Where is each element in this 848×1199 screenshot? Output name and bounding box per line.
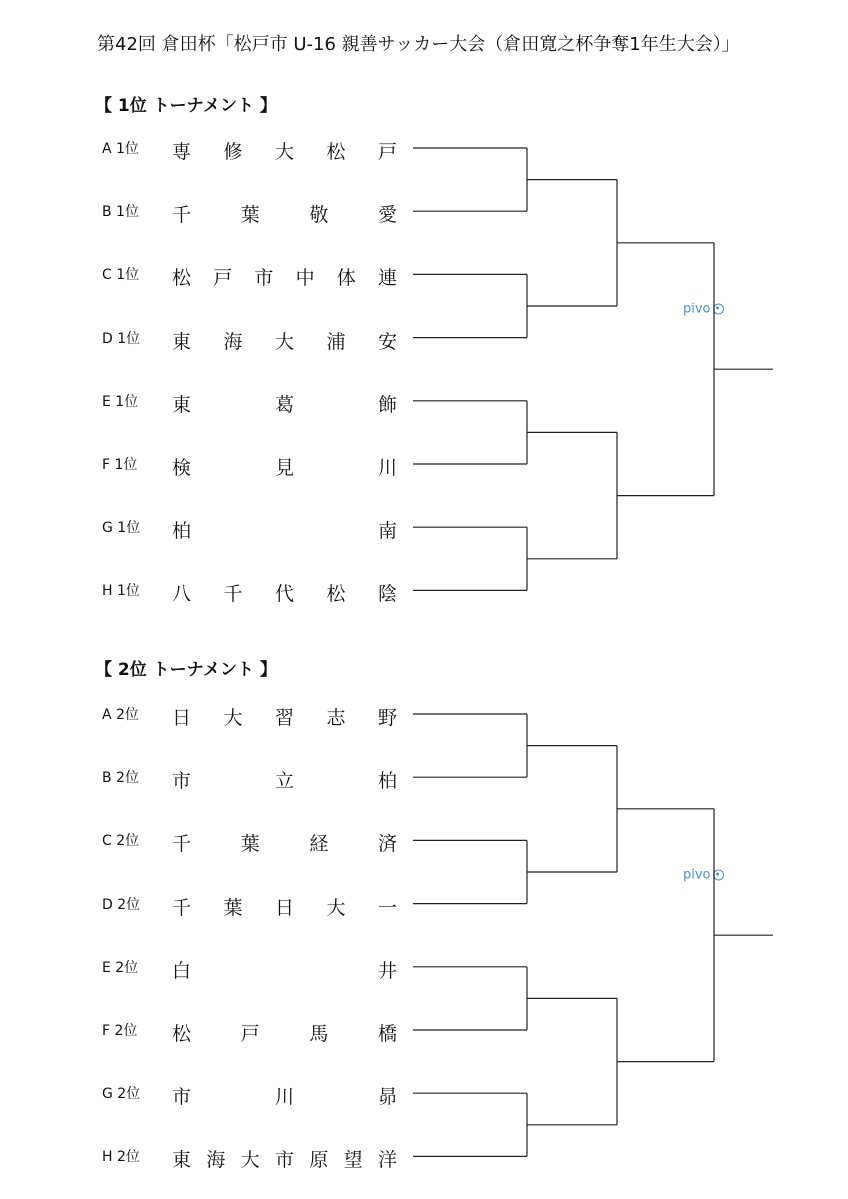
logo-text: pivo (683, 867, 711, 883)
seed-label: A 2位 (102, 707, 139, 723)
team-name: 検 見 川 (172, 457, 397, 479)
team-name: 東 海 大 市 原 望 洋 (172, 1149, 397, 1172)
team-name: 柏 南 (172, 520, 397, 543)
team-name: 千 葉 日 大 一 (172, 896, 397, 919)
seed-label: G 2位 (102, 1086, 141, 1103)
team-name: 白 井 (172, 959, 397, 982)
team-name: 八 千 代 松 陰 (172, 583, 397, 606)
seed-label: G 1位 (102, 520, 141, 537)
team-name: 東 葛 飾 (172, 393, 397, 416)
page-title: 第42回 倉田杯「松戸市 U-16 親善サッカー大会（倉田寛之杯争奪1年生大会）」 (97, 34, 740, 55)
team-name: 専 修 大 松 戸 (172, 141, 397, 163)
seed-label: D 2位 (102, 896, 141, 913)
team-name: 千 葉 経 済 (172, 833, 397, 856)
seed-label: E 1位 (102, 393, 139, 410)
tournament-heading: 【 2位 トーナメント 】 (95, 660, 277, 680)
seed-label: F 2位 (102, 1023, 138, 1039)
seed-label: B 1位 (102, 204, 139, 221)
seed-label: F 1位 (102, 457, 138, 473)
seed-label: D 1位 (102, 330, 141, 347)
team-name: 松 戸 馬 橋 (172, 1023, 397, 1045)
logo-text: pivo (683, 301, 711, 317)
team-name: 千 葉 敬 愛 (172, 204, 397, 227)
seed-label: H 1位 (102, 583, 140, 600)
seed-label: H 2位 (102, 1149, 140, 1166)
team-name: 日 大 習 志 野 (172, 707, 397, 729)
seed-label: E 2位 (102, 959, 139, 976)
seed-label: A 1位 (102, 141, 139, 157)
team-name: 東 海 大 浦 安 (172, 330, 397, 353)
team-name: 市 立 柏 (172, 770, 397, 793)
team-name: 松 戸 市 中 体 連 (172, 267, 397, 290)
seed-label: B 2位 (102, 770, 139, 787)
team-name: 市 川 昴 (172, 1086, 397, 1109)
tournament-heading: 【 1位 トーナメント 】 (95, 96, 277, 116)
seed-label: C 2位 (102, 833, 140, 850)
seed-label: C 1位 (102, 267, 140, 284)
